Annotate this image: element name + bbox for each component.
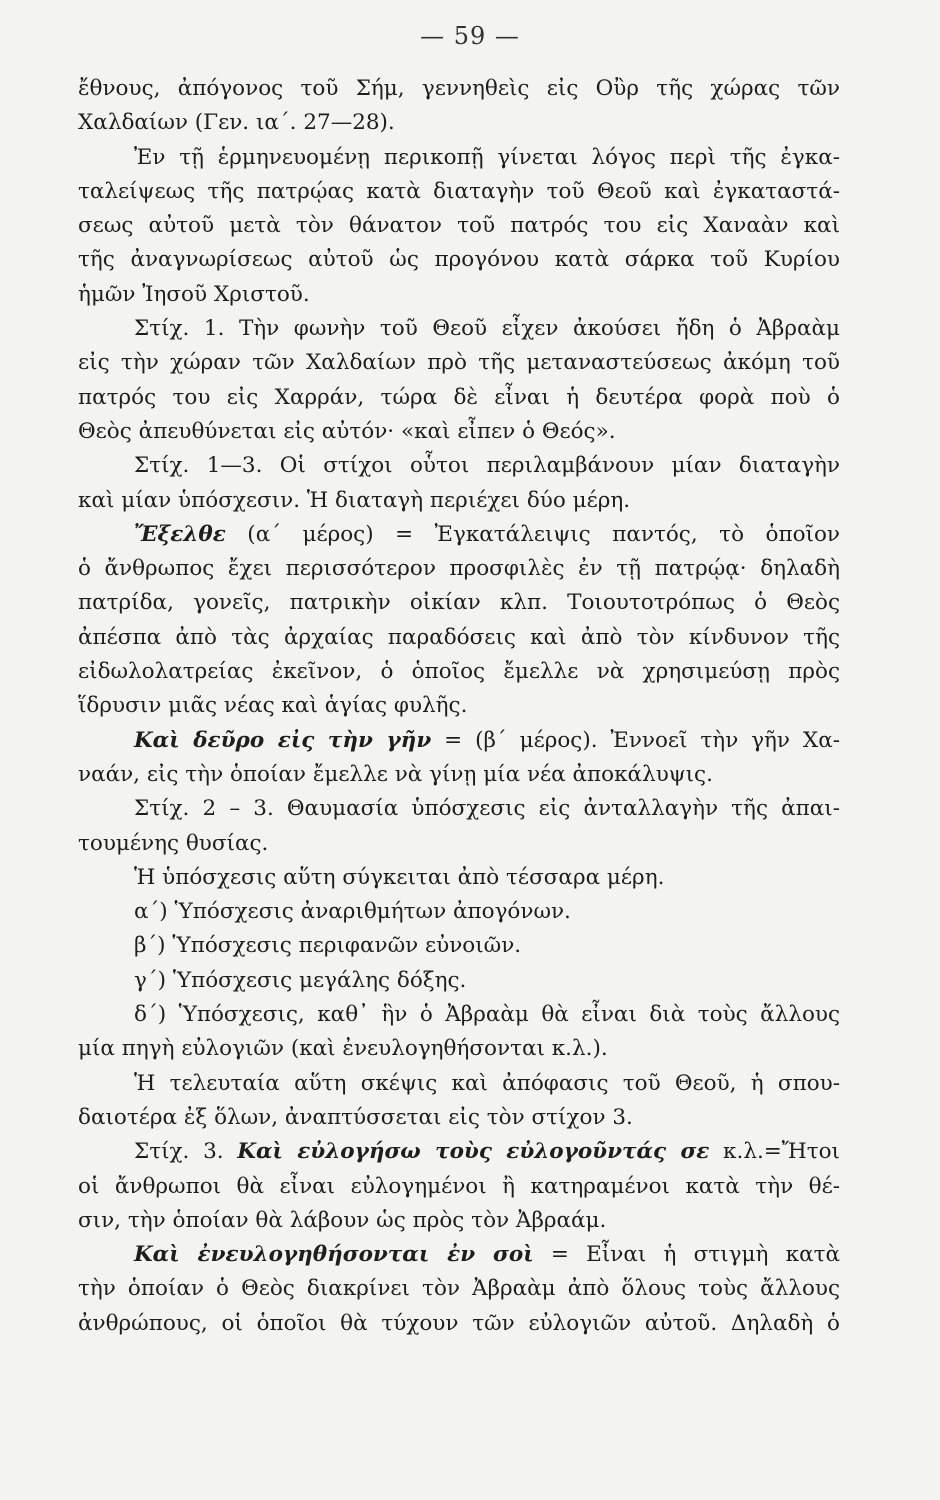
text-segment: ναάν, εἰς τὴν ὁποίαν ἔμελλε νὰ γίνῃ μία νέα ἀποκάλυψις. bbox=[78, 761, 713, 787]
text-line bbox=[78, 243, 840, 277]
text-segment: = (β΄ μέρος). Ἐννοεῖ τὴν γῆν Χα- bbox=[431, 727, 840, 753]
text-segment: ταλείψεως τῆς πατρῴας κατὰ διαταγὴν τοῦ Θεοῦ καὶ ἐγκαταστά- bbox=[78, 178, 840, 204]
text-segment: Στίχ. 3. bbox=[134, 1139, 238, 1165]
text-segment: σεως αὐτοῦ μετὰ τὸν θάνατον τοῦ πατρός του εἰς Χαναὰν καὶ bbox=[78, 213, 840, 239]
text-segment: Ἡ ὑπόσχεσις αὕτη σύγκειται ἀπὸ τέσσαρα μέρη. bbox=[134, 864, 665, 890]
text-segment: πατρός του εἰς Χαρράν, τώρα δὲ εἶναι ἡ δευτέρα φορὰ ποὺ ὁ bbox=[78, 384, 840, 410]
text-line bbox=[78, 792, 840, 826]
text-segment: Ἡ τελευταία αὕτη σκέψις καὶ ἀπόφασις τοῦ Θεοῦ, ἡ σπου- bbox=[134, 1070, 840, 1096]
bold-lemma: Καὶ ἐνευλογηθήσονται ἐν σοὶ bbox=[134, 1242, 534, 1268]
text-line bbox=[78, 141, 840, 175]
text-line bbox=[78, 621, 840, 655]
text-line bbox=[78, 552, 840, 586]
text-line bbox=[78, 1307, 840, 1341]
text-line bbox=[78, 1238, 840, 1272]
bold-lemma: Ἔξελθε bbox=[134, 521, 226, 547]
text-line bbox=[78, 278, 840, 312]
text-segment: δ΄) Ὑπόσχεσις, καθ᾽ ἣν ὁ Ἀβραὰμ θὰ εἶναι διὰ τοὺς ἄλλους bbox=[134, 1002, 840, 1028]
text-segment: Στίχ. 1—3. Οἱ στίχοι οὗτοι περιλαμβάνουν μίαν διαταγὴν bbox=[134, 453, 840, 479]
text-line bbox=[78, 209, 840, 243]
text-segment: εἰδωλολατρείας ἐκεῖνον, ὁ ὁποῖος ἔμελλε νὰ χρησιμεύσῃ πρὸς bbox=[78, 659, 840, 685]
text-segment: (α΄ μέρος) = Ἐγκατάλειψις παντός, τὸ ὁποῖον bbox=[225, 521, 840, 547]
text-segment: δαιοτέρα ἐξ ὅλων, ἀναπτύσσεται εἰς τὸν στίχον 3. bbox=[78, 1104, 633, 1130]
text-segment: ἔθνους, ἀπόγονος τοῦ Σήμ, γεννηθεὶς εἰς Οὒρ τῆς χώρας τῶν bbox=[78, 76, 840, 101]
text-line bbox=[78, 655, 840, 689]
text-line bbox=[78, 827, 840, 861]
text-segment: ἀνθρώπους, οἱ ὁποῖοι θὰ τύχουν τῶν εὐλογιῶν αὐτοῦ. Δηλαδὴ ὁ bbox=[78, 1310, 840, 1336]
text-segment: καὶ μίαν ὑπόσχεσιν. Ἡ διαταγὴ περιέχει δύο μέρη. bbox=[78, 487, 631, 513]
text-line bbox=[78, 1135, 840, 1169]
text-line bbox=[78, 929, 840, 963]
text-segment: Θεὸς ἀπευθύνεται εἰς αὐτόν· «καὶ εἶπεν ὁ Θεός». bbox=[78, 418, 616, 444]
bold-lemma: Καὶ δεῦρο εἰς τὴν γῆν bbox=[134, 727, 432, 753]
text-line bbox=[78, 415, 840, 449]
text-segment: σιν, τὴν ὁποίαν θὰ λάβουν ὡς πρὸς τὸν Ἀβραάμ. bbox=[78, 1207, 607, 1233]
text-line bbox=[78, 689, 840, 723]
text-line bbox=[78, 586, 840, 620]
text-line bbox=[78, 724, 840, 758]
text-line bbox=[78, 758, 840, 792]
text-segment: ἀπέσπα ἀπὸ τὰς ἀρχαίας παραδόσεις καὶ ἀπὸ τὸν κίνδυνον τῆς bbox=[78, 624, 840, 650]
text-segment: κ.λ.=Ἤτοι bbox=[709, 1139, 840, 1165]
text-line bbox=[78, 861, 840, 895]
text-segment: = Εἶναι ἡ στιγμὴ κατὰ bbox=[533, 1242, 840, 1268]
text-line bbox=[78, 312, 840, 346]
text-line bbox=[78, 895, 840, 929]
text-line bbox=[78, 1067, 840, 1101]
text-segment: α΄) Ὑπόσχεσις ἀναριθμήτων ἀπογόνων. bbox=[134, 899, 571, 925]
text-segment: οἱ ἄνθρωποι θὰ εἶναι εὐλογημένοι ἢ κατηραμένοι κατὰ τὴν θέ- bbox=[78, 1173, 840, 1199]
text-line bbox=[78, 964, 840, 998]
text-line bbox=[78, 449, 840, 483]
text-line bbox=[78, 1272, 840, 1306]
text-segment: ἵδρυσιν μιᾶς νέας καὶ ἁγίας φυλῆς. bbox=[78, 693, 468, 719]
text-segment: πατρίδα, γονεῖς, πατρικὴν οἰκίαν κλπ. Τοιουτοτρόπως ὁ Θεὸς bbox=[78, 590, 840, 616]
text-segment: Χαλδαίων (Γεν. ια΄. 27—28). bbox=[78, 110, 395, 136]
text-line bbox=[78, 72, 840, 106]
text-segment: τῆς ἀναγνωρίσεως αὐτοῦ ὡς προγόνου κατὰ σάρκα τοῦ Κυρίου bbox=[78, 247, 840, 273]
text-segment: μία πηγὴ εὐλογιῶν (καὶ ἐνευλογηθήσονται κ.λ.). bbox=[78, 1036, 608, 1062]
text-segment: β΄) Ὑπόσχεσις περιφανῶν εὐνοιῶν. bbox=[134, 933, 522, 959]
text-segment: Στίχ. 1. Τὴν φωνὴν τοῦ Θεοῦ εἶχεν ἀκούσει ἤδη ὁ Ἀβραὰμ bbox=[134, 316, 840, 342]
text-line bbox=[78, 1032, 840, 1066]
text-line bbox=[78, 1170, 840, 1204]
text-segment: Στίχ. 2 – 3. Θαυμασία ὑπόσχεσις εἰς ἀνταλλαγὴν τῆς ἀπαι- bbox=[134, 796, 840, 822]
text-line bbox=[78, 998, 840, 1032]
text-segment: τὴν ὁποίαν ὁ Θεὸς διακρίνει τὸν Ἀβραὰμ ἀπὸ ὅλους τοὺς ἄλλους bbox=[78, 1276, 840, 1302]
text-segment: γ΄) Ὑπόσχεσις μεγάλης δόξης. bbox=[134, 967, 467, 993]
text-line bbox=[78, 1204, 840, 1238]
text-line bbox=[78, 484, 840, 518]
body-text bbox=[78, 72, 840, 1341]
text-line bbox=[78, 346, 840, 380]
text-line bbox=[78, 175, 840, 209]
text-segment: εἰς τὴν χώραν τῶν Χαλδαίων πρὸ τῆς μεταναστεύσεως ἀκόμη τοῦ bbox=[78, 350, 840, 376]
text-segment: ἡμῶν Ἰησοῦ Χριστοῦ. bbox=[78, 281, 310, 307]
text-segment: ὁ ἄνθρωπος ἔχει περισσότερον προσφιλὲς ἐν τῇ πατρῴᾳ· δηλαδὴ bbox=[78, 556, 840, 582]
text-segment: Ἐν τῇ ἑρμηνευομένῃ περικοπῇ γίνεται λόγος περὶ τῆς ἐγκα- bbox=[134, 144, 840, 170]
page-number: — 59 — bbox=[420, 22, 520, 50]
text-line bbox=[78, 1101, 840, 1135]
text-line bbox=[78, 106, 840, 140]
text-line bbox=[78, 518, 840, 552]
bold-lemma: Καὶ εὐλογήσω τοὺς εὐλογοῦντάς σε bbox=[237, 1139, 710, 1165]
text-line bbox=[78, 381, 840, 415]
text-segment: τουμένης θυσίας. bbox=[78, 830, 269, 856]
